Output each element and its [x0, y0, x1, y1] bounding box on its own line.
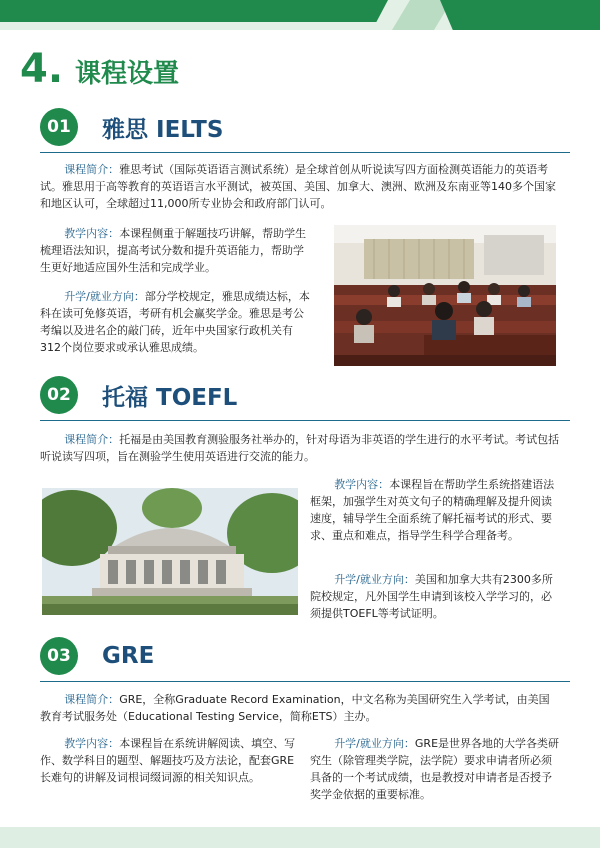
page-title — [20, 46, 179, 92]
section-divider — [40, 152, 570, 153]
top-band-accent-right — [440, 0, 600, 30]
content-text: 本课程旨在系统讲解阅读、填空、写作、数学科目的题型、解题技巧及方法论，配套GRE长难句的讲解及词根词缀词源的相关知识点。 — [40, 737, 296, 784]
bottom-band — [0, 827, 600, 848]
page-title-number: 4. — [20, 46, 64, 92]
section-badge: 01 — [40, 108, 78, 146]
content-text: 本课程旨在帮助学生系统搭建语法框架，加强学生对英文句子的精确理解及提升阅读速度，辅导学生全面系统了解托福考试的形式、要求、重点和难点，指导学生科学合理备考。 — [310, 478, 555, 542]
content-text: 本课程侧重于解题技巧讲解，帮助学生梳理语法知识，提高考试分数和提升英语能力，帮助学生更好地适应国外生活和完成学业。 — [40, 227, 307, 274]
intro-label: 课程简介： — [64, 433, 120, 446]
section-title: GRE — [102, 643, 155, 669]
intro-label: 课程简介： — [64, 693, 120, 706]
intro-text: GRE，全称Graduate Record Examination，中文名称为美国研究生入学考试，由美国教育考试服务处（Educational Testing Service，简称ETS）主办。 — [40, 693, 550, 723]
page-title-text: 课程设置 — [75, 59, 180, 89]
career-label: 升学/就业方向： — [334, 573, 415, 586]
gre-intro — [40, 691, 560, 725]
gre-content — [40, 735, 300, 786]
classroom-photo — [334, 225, 556, 366]
gre-career — [310, 735, 560, 803]
section-badge: 02 — [40, 376, 78, 414]
section-ielts-header — [40, 108, 570, 146]
section-divider — [40, 681, 570, 682]
ielts-career — [40, 288, 310, 356]
ielts-content — [40, 225, 310, 276]
content-label: 教学内容： — [334, 478, 390, 491]
section-toefl-header — [40, 376, 570, 414]
career-label: 升学/就业方向： — [334, 737, 415, 750]
section-title: 雅思 IELTS — [102, 116, 224, 143]
content-label: 教学内容： — [64, 227, 120, 240]
career-label: 升学/就业方向： — [64, 290, 145, 303]
content-label: 教学内容： — [64, 737, 120, 750]
intro-text: 雅思考试（国际英语语言测试系统）是全球首创从听说读写四方面检测英语能力的英语考试。雅思用于高等教育的英语语言水平测试，被英国、美国、加拿大、澳洲、欧洲及东南亚等140多个国家和地区认可，全球超过11,000所专业协会和政府部门认可。 — [40, 163, 556, 210]
section-divider — [40, 420, 570, 421]
section-title: 托福 TOEFL — [102, 384, 238, 411]
career-text: 部分学校规定，雅思成绩达标，本科在读可免修英语，考研有机会赢奖学金。雅思是考公考编以及进名企的敲门砖，近年中央国家行政机关有312个岗位要求或承认雅思成绩。 — [40, 290, 310, 354]
ielts-intro — [40, 161, 560, 212]
top-band-accent-left — [0, 0, 388, 22]
section-badge: 03 — [40, 637, 78, 675]
section-gre-header — [40, 637, 570, 675]
toefl-content — [310, 476, 560, 544]
career-text: GRE是世界各地的大学各类研究生（除管理类学院，法学院）要求申请者所必须具备的一个考试成绩，也是教授对申请者是否授予奖学金依据的重要标准。 — [310, 737, 560, 801]
intro-label: 课程简介： — [64, 163, 120, 176]
intro-text: 托福是由美国教育测验服务社举办的，针对母语为非英语的学生进行的水平考试。考试包括听说读写四项，旨在测验学生使用英语进行交流的能力。 — [40, 433, 560, 463]
career-text: 美国和加拿大共有2300多所院校规定，凡外国学生申请到该校入学学习的，必须提供TOEFL等考试证明。 — [310, 573, 553, 620]
toefl-career — [310, 571, 560, 622]
campus-building-photo — [42, 488, 298, 615]
toefl-intro — [40, 431, 560, 465]
